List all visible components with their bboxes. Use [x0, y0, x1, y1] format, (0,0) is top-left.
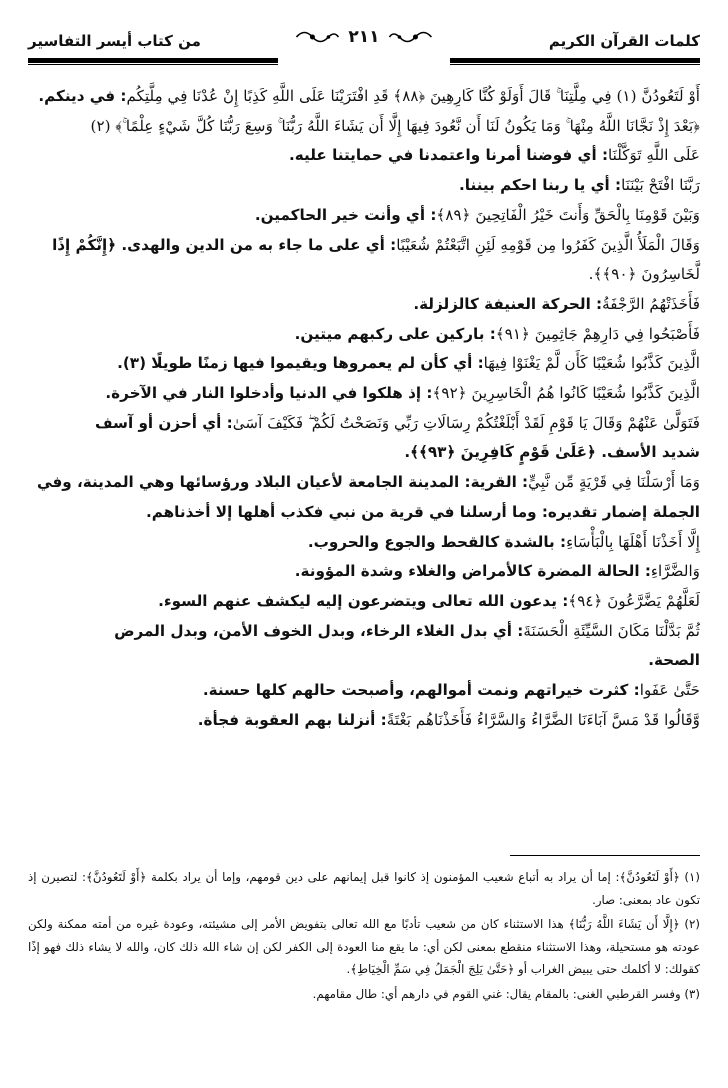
explanation: : في دينكم.	[38, 87, 127, 105]
quran-phrase: وَّقَالُوا قَدْ مَسَّ آبَاءَنَا الضَّرَّاءُ وَالسَّرَّاءُ فَأَخَذْنَاهُم بَغْتَةً	[386, 710, 700, 729]
text-line	[28, 82, 700, 112]
quran-phrase: لَّخَاسِرُونَ ﴿٩٠﴾﴾.	[588, 265, 700, 284]
explanation: : يدعون الله تعالى ويتضرعون إليه ليكشف عنهم السوء.	[158, 591, 569, 610]
text-line	[28, 498, 700, 528]
quran-phrase: أَوْ لَتَعُودُنَّ (١) فِي مِلَّتِنَا ۚ قَالَ أَوَلَوْ كُنَّا كَارِهِينَ ﴿٨٨﴾ قَدِ افْتَرَيْنَا عَلَى اللَّهِ كَذِبًا إِنْ عُدْنَا فِي مِلَّتِكُم	[126, 87, 700, 105]
explanation: : الحالة المضرة كالأمراض والغلاء وشدة المؤونة.	[294, 562, 651, 581]
quran-phrase: فَأَصْبَحُوا فِي دَارِهِمْ جَاثِمِينَ ﴿٩١﴾	[495, 324, 700, 343]
footnote: (١) ﴿أَوْ لَتَعُودُنَّ﴾: إما أن يراد به أتباع شعيب المؤمنون إذ كانوا قبل إيمانهم على دين قومهم، وإما أن يراد بكلمة ﴿أَوْ لَتَعُودُنَّ﴾: لتصيرن إذ تكون عاد بمعنى: صار.	[28, 870, 700, 907]
text-line	[28, 706, 700, 736]
ornament-icon	[388, 26, 434, 48]
quran-phrase: فَتَوَلَّىٰ عَنْهُمْ وَقَالَ يَا قَوْمِ لَقَدْ أَبْلَغْتُكُمْ رِسَالَاتِ رَبِّي وَنَصَحْتُ لَكُمْ ۖ فَكَيْفَ آسَىٰ	[232, 413, 700, 432]
explanation: شديد الأسف. ﴿عَلَىٰ قَوْمٍ كَافِرِينَ ﴿٩٣﴾﴾.	[404, 443, 700, 462]
explanation: : الحركة العنيفة كالزلزلة.	[413, 294, 603, 313]
quran-phrase: رَبَّنَا افْتَحْ بَيْنَنَا	[621, 176, 700, 195]
text-line	[28, 528, 700, 558]
text-line	[28, 201, 700, 231]
explanation: : إذ هلكوا في الدنيا وأدخلوا النار في الآخرة.	[105, 384, 433, 403]
explanation: : أي وأنت خير الحاكمين.	[254, 205, 437, 224]
quran-phrase: الَّذِينَ كَذَّبُوا شُعَيْبًا كَأَن لَّمْ يَغْنَوْا فِيهَا	[483, 354, 700, 373]
page-header	[28, 26, 700, 66]
source-title: من كتاب أيسر التفاسير	[28, 32, 201, 50]
text-line	[28, 231, 700, 261]
explanation: : القرية: المدينة الجامعة لأعيان البلاد ورؤسائها وهي المدينة، وفي	[36, 473, 529, 492]
quran-phrase: لَعَلَّهُمْ يَضَّرَّعُونَ ﴿٩٤﴾	[568, 591, 700, 610]
footnotes	[28, 866, 700, 1007]
explanation: : أي كأن لم يعمروها ويقيموا فيها زمنًا طويلًا (٣).	[117, 354, 484, 373]
explanation: : أي أحزن أو آسف	[94, 413, 233, 432]
explanation: : بالشدة كالقحط والجوع والحروب.	[307, 532, 567, 551]
header-rule	[450, 58, 700, 63]
text-line	[28, 617, 700, 647]
footnote-separator	[510, 855, 700, 856]
page-number: ٢١١	[348, 27, 380, 47]
explanation: : أي يا ربنا احكم بيننا.	[459, 176, 622, 195]
text-line	[28, 320, 700, 350]
explanation: الجملة إضمار تقديره: وما أرسلنا في قرية من نبي فكذب أهلها إلا أخذناهم.	[145, 502, 700, 521]
text-line	[28, 587, 700, 617]
explanation: : أي فوضنا أمرنا واعتمدنا في حمايتنا عليه.	[289, 146, 609, 165]
quran-phrase: ثُمَّ بَدَّلْنَا مَكَانَ السَّيِّئَةِ الْحَسَنَةَ	[523, 621, 700, 640]
text-line	[28, 349, 700, 379]
text-line	[28, 438, 700, 468]
explanation: : أي بدل الغلاء الرخاء، وبدل الخوف الأمن، وبدل المرض	[114, 621, 524, 640]
quran-phrase: إِلَّا أَخَذْنَا أَهْلَهَا بِالْبَأْسَاءِ	[566, 532, 700, 551]
quran-phrase: ﴿بَعْدَ إِذْ نَجَّانَا اللَّهُ مِنْهَا ۚ وَمَا يَكُونُ لَنَا أَن نَّعُودَ فِيهَا إِلَّا أَن يَشَاءَ اللَّهُ رَبُّنَا ۚ وَسِعَ رَبُّنَا كُلَّ شَيْءٍ عِلْمًا ۚ﴾ (٢)	[90, 116, 700, 135]
ornament-icon	[294, 26, 340, 48]
text-line	[28, 409, 700, 439]
explanation: : أنزلنا بهم العقوبة فجأة.	[197, 710, 387, 729]
text-line	[28, 141, 700, 171]
explanation: : باركين على ركبهم ميتين.	[294, 324, 496, 343]
quran-phrase: وَقَالَ الْمَلَأُ الَّذِينَ كَفَرُوا مِن قَوْمِهِ لَئِنِ اتَّبَعْتُمْ شُعَيْبًا	[396, 235, 700, 254]
explanation: : كثرت خيراتهم ونمت أموالهم، وأصبحت حالهم كلها حسنة.	[202, 681, 640, 700]
explanation: : أي على ما جاء به من الدين والهدى. ﴿إِنَّكُمْ إِذًا	[52, 235, 397, 254]
text-line	[28, 676, 700, 706]
text-line	[28, 171, 700, 201]
header-rule	[450, 64, 700, 65]
quran-phrase: الَّذِينَ كَذَّبُوا شُعَيْبًا كَانُوا هُمُ الْخَاسِرِينَ ﴿٩٢﴾	[432, 384, 700, 403]
header-rule	[28, 58, 278, 63]
text-line	[28, 379, 700, 409]
text-line	[28, 557, 700, 587]
explanation: الصحة.	[648, 651, 700, 670]
main-text	[28, 82, 700, 735]
text-line	[28, 468, 700, 498]
quran-phrase: وَمَا أَرْسَلْنَا فِي قَرْيَةٍ مِّن نَّبِيٍّ	[528, 473, 700, 492]
book-title: كلمات القرآن الكريم	[548, 32, 700, 50]
text-line	[28, 646, 700, 676]
page-number-ornament	[294, 26, 433, 48]
footnote: (٢) ﴿إِلَّا أَن يَشَاءَ اللَّهُ رَبُّنَا﴾ هذا الاستثناء كان من شعيب تأدبًا مع الله تعالى بتفويض الأمر إلى مشيئته، وعودة غيره من أمته ممكنة ولكن عودته هو مستحيلة، وهذا الاستثناء منقطع بمعنى لكن أي: ما يقع منا العودة إلى الكفر لكن إن شاء الله ذلك كان، والله لا يشاء ذلك فهو إذًا كقولك: لا أكلمك حتى يبيض الغراب أو ﴿حَتَّىٰ يَلِجَ الْجَمَلُ فِي سَمِّ الْخِيَاطِ﴾.	[28, 917, 700, 976]
quran-phrase: حَتَّىٰ عَفَوا	[639, 681, 700, 700]
quran-phrase: عَلَى اللَّهِ تَوَكَّلْنَا	[608, 146, 700, 165]
quran-phrase: فَأَخَذَتْهُمُ الرَّجْفَةُ	[602, 294, 700, 313]
text-line	[28, 260, 700, 290]
quran-phrase: وَبَيْنَ قَوْمِنَا بِالْحَقِّ وَأَنتَ خَيْرُ الْفَاتِحِينَ ﴿٨٩﴾	[436, 205, 700, 224]
header-rule	[28, 64, 278, 65]
text-line	[28, 290, 700, 320]
quran-phrase: وَالضَّرَّاءِ	[650, 562, 700, 581]
text-line	[28, 112, 700, 142]
footnote: (٣) وفسر القرطبي الغنى: بالمقام يقال: غني القوم في دارهم أي: طال مقامهم.	[312, 986, 700, 1001]
